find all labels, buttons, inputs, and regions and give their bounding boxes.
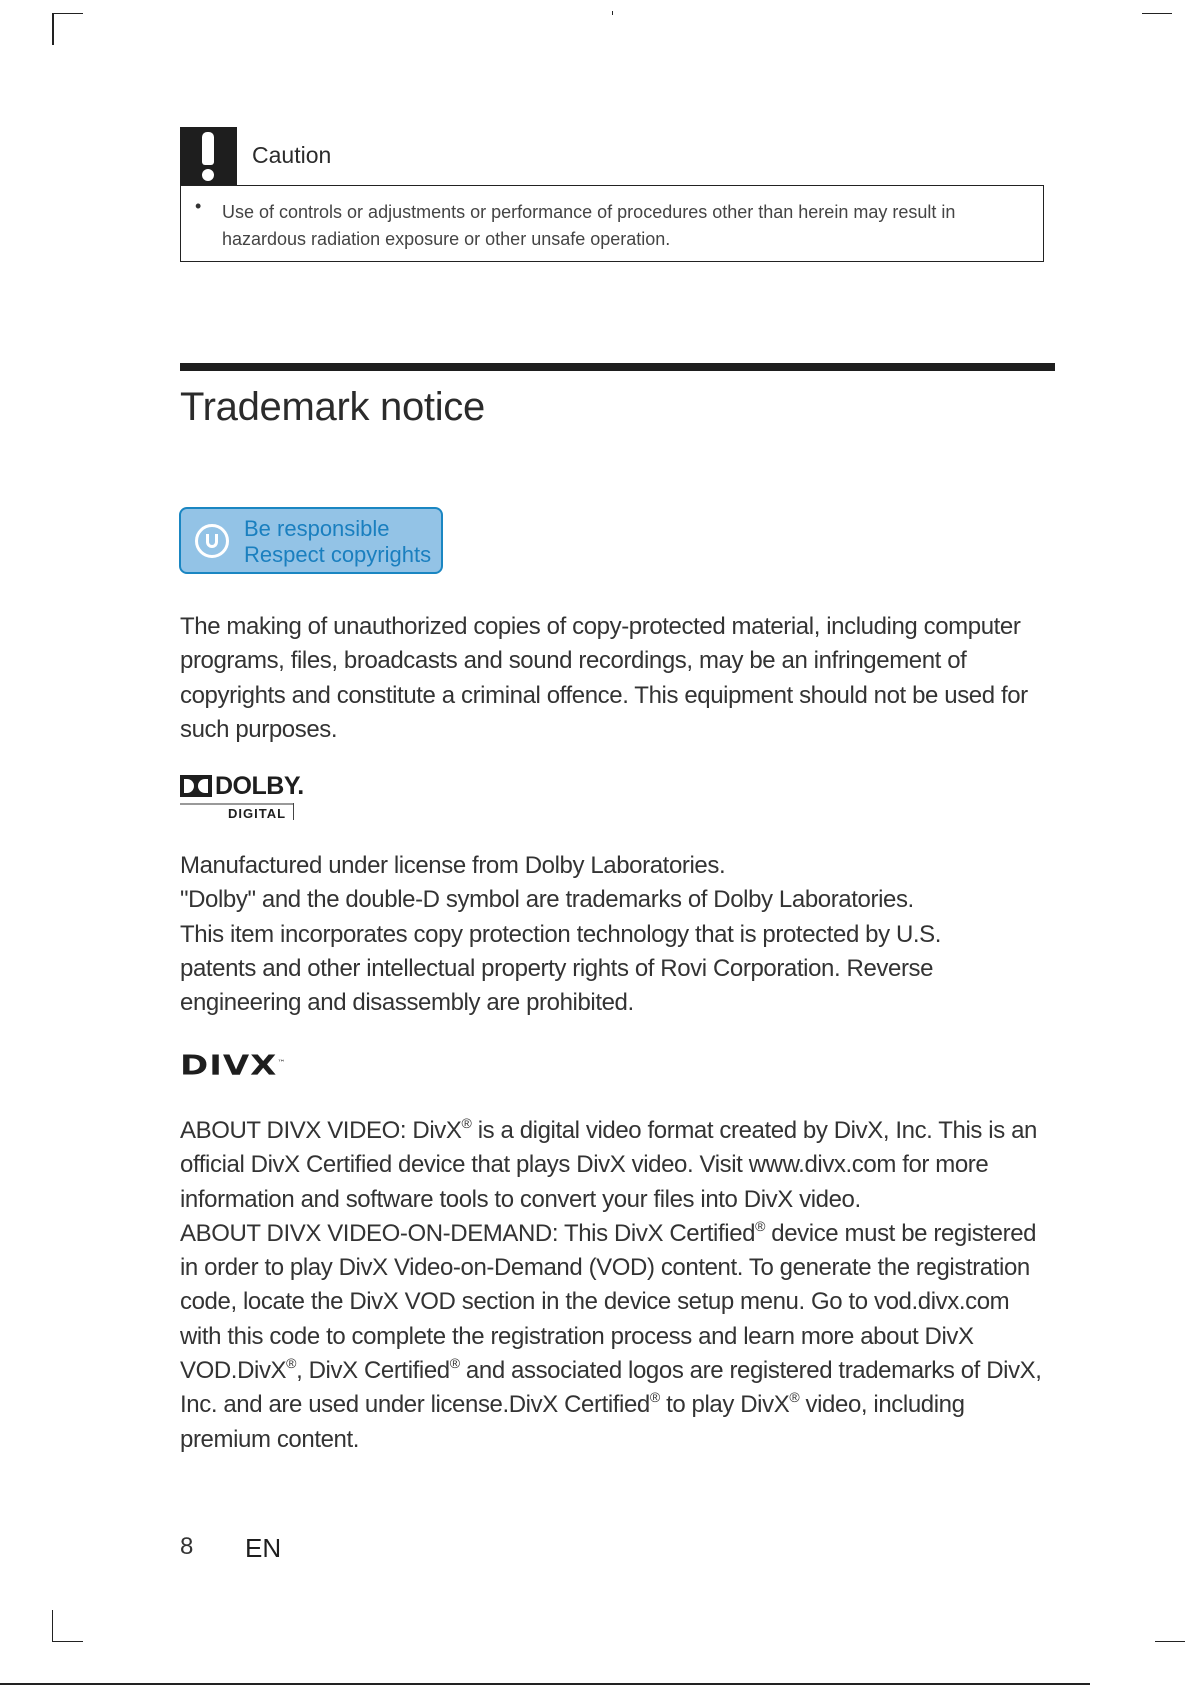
divx-about-video: ABOUT DIVX VIDEO: DivX® is a digital video format created by DivX, Inc. This is an official DivX Certified device that plays DivX video. Visit www.divx.com for more information and software tools to convert your files into DivX video. <box>180 1115 1037 1213</box>
crop-mark-bottom-left-v <box>52 1610 53 1641</box>
crop-mark-top-left-v <box>52 13 54 45</box>
caution-item: Use of controls or adjustments or performance of procedures other than herein may result in hazardous radiation exposure or other unsafe operation. <box>222 202 956 249</box>
dolby-line-3: This item incorporates copy protection technology that is protected by U.S. patents and other intellectual property rights of Rovi Corporation. Reverse engineering and disassembly are prohibited. <box>180 920 942 1017</box>
caution-title: Caution <box>252 142 332 168</box>
divx-paragraph <box>180 1114 1050 1457</box>
section-rule <box>180 363 1055 371</box>
dolby-paragraph <box>180 849 1060 1020</box>
badge-line-1: Be responsible <box>244 516 390 541</box>
section-title: Trademark notice <box>180 385 485 429</box>
divx-about-vod: ABOUT DIVX VIDEO-ON-DEMAND: This DivX Certified® device must be registered in order to play DivX Video-on-Demand (VOD) content. To generate the registration code, locate the DivX VOD section in the device setup menu. Go to vod.divx.com with this code to complete the registration process and learn more about DivX VOD.DivX®, DivX Certified® and associated logos are registered trademarks of DivX, Inc. and are used under license.DivX Certified® to play DivX® video, including premium content. <box>180 1217 1042 1453</box>
crop-mark-bottom-left-h <box>52 1641 83 1642</box>
power-circle-icon <box>195 524 229 558</box>
dolby-logo-sub: DIGITAL <box>228 806 287 821</box>
language-code: EN <box>245 1533 282 1563</box>
dolby-logo-word: DOLBY. <box>215 772 304 800</box>
dolby-line-2: "Dolby" and the double-D symbol are trademarks of Dolby Laboratories. <box>180 886 914 914</box>
crop-mark-top-left-h <box>52 13 83 14</box>
badge-line-2: Respect copyrights <box>244 542 432 567</box>
double-d-icon <box>180 775 212 797</box>
copyright-paragraph: The making of unauthorized copies of copy-protected material, including computer programs, files, broadcasts and sound recordings, may be an infringement of copyrights and constitute a criminal offence. This equipment should not be used for such purposes. <box>180 613 1028 743</box>
bullet: • <box>195 196 202 216</box>
dolby-digital-logo <box>180 772 304 822</box>
dolby-line-1: Manufactured under license from Dolby Laboratories. <box>180 852 726 879</box>
caution-exclamation-icon <box>180 127 237 185</box>
crop-mark-top-right-h <box>1142 13 1172 14</box>
crop-mark-bottom-right-h <box>1155 1641 1185 1642</box>
page-number: 8 <box>180 1533 194 1560</box>
crop-mark-top-center <box>612 11 613 15</box>
divx-logo: DIVX™ <box>180 1049 287 1082</box>
caution-box <box>180 185 1044 262</box>
respect-copyrights-badge <box>179 507 443 574</box>
